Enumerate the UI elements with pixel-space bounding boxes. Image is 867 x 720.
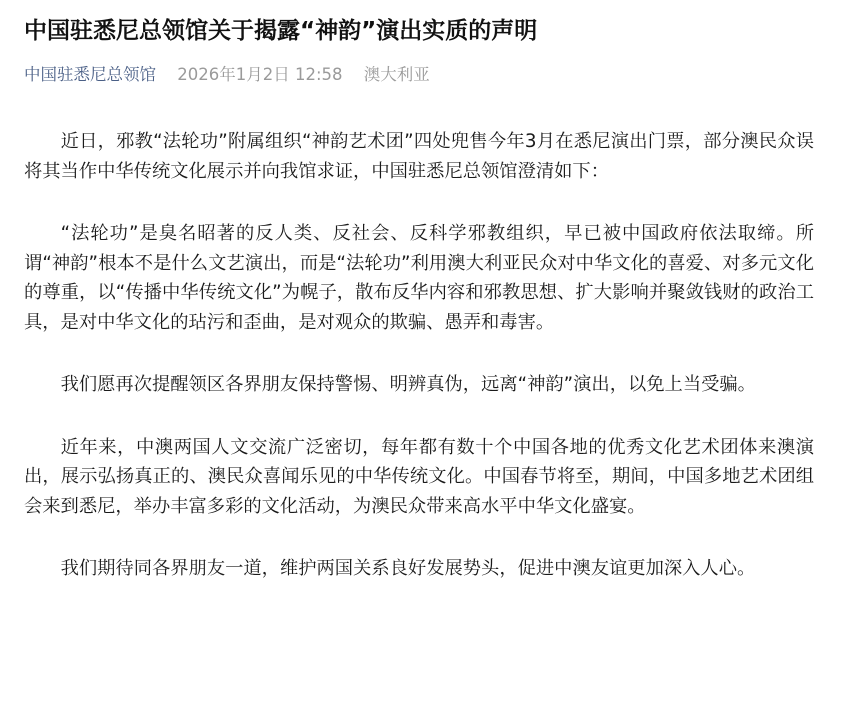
region-tag: 澳大利亚 bbox=[363, 65, 430, 84]
paragraph-5: 我们期待同各界朋友一道，维护两国关系良好发展势头，促进中澳友谊更加深入人心。 bbox=[60, 558, 756, 579]
article-meta bbox=[24, 62, 430, 88]
paragraph-2: “法轮功”是臭名昭著的反人类、反社会、反科学邪教组织，早已被中国政府依法取缔。所谓“神韵”根本不是什么文艺演出，而是“法轮功”利用澳大利亚民众对中华文化的喜爱、对多元文化的尊重，以“传播中华传统文化”为幌子，散布反华内容和邪教思想、扩大影响并聚敛钱财的政治工具，是对中华文化的玷污和歪曲，是对观众的欺骗、愚弄和毒害。 bbox=[24, 223, 814, 333]
paragraph-3: 我们愿再次提醒领区各界朋友保持警惕、明辨真伪，远离“神韵”演出，以免上当受骗。 bbox=[60, 374, 756, 395]
article-body bbox=[24, 127, 814, 617]
publish-datetime: 2026年1月2日 12:58 bbox=[177, 65, 343, 84]
source-link[interactable]: 中国驻悉尼总领馆 bbox=[24, 65, 156, 84]
paragraph-1: 近日，邪教“法轮功”附属组织“神韵艺术团”四处兜售今年3月在悉尼演出门票，部分澳民众误将其当作中华传统文化展示并向我馆求证，中国驻悉尼总领馆澄清如下： bbox=[24, 131, 814, 182]
paragraph-4: 近年来，中澳两国人文交流广泛密切，每年都有数十个中国各地的优秀文化艺术团体来澳演出，展示弘扬真正的、澳民众喜闻乐见的中华传统文化。中国春节将至，期间，中国多地艺术团组会来到悉尼，举办丰富多彩的文化活动，为澳民众带来高水平中华文化盛宴。 bbox=[24, 436, 814, 517]
article-title: 中国驻悉尼总领馆关于揭露“神韵”演出实质的声明 bbox=[24, 18, 538, 44]
